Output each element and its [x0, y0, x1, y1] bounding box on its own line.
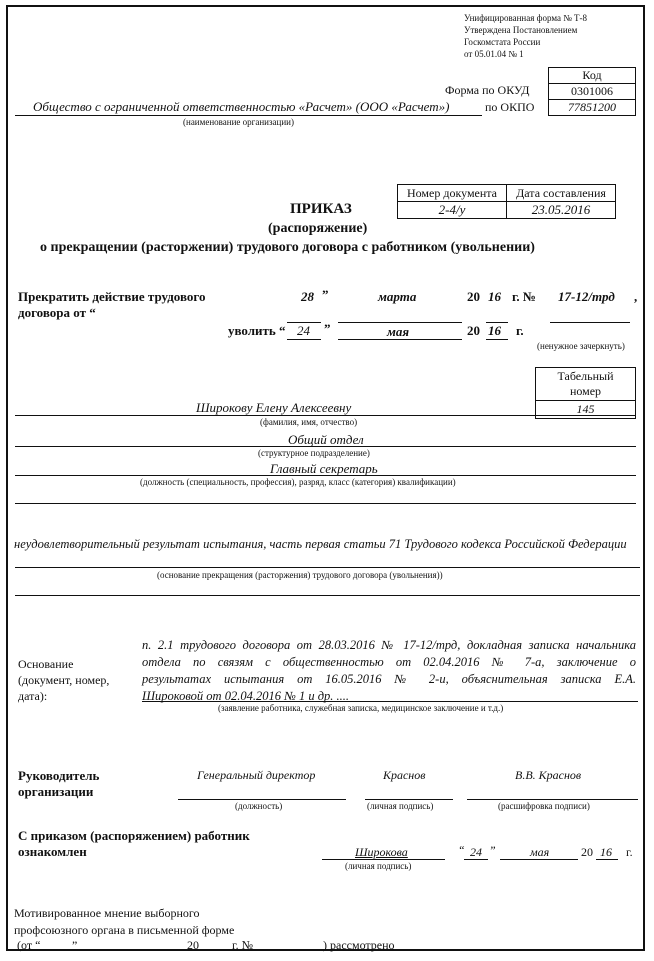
organization-line	[15, 115, 482, 116]
union-opinion: Мотивированное мнение выборного профсоюзного органа в письменной форме	[14, 906, 235, 937]
head-position-caption: (должность)	[235, 801, 283, 811]
head-position: Генеральный директор	[197, 768, 316, 782]
contract-month: марта	[378, 289, 417, 304]
okud-value: 0301006	[549, 84, 636, 100]
dismiss-year-line	[486, 339, 508, 340]
acknowledge-open-quote: “	[458, 843, 465, 857]
head-signature: Краснов	[383, 768, 426, 782]
ground-caption: (основание прекращения (расторжения) трудового договора (увольнения))	[157, 570, 443, 580]
head-position-line	[178, 799, 346, 800]
strike-note: (ненужное зачеркнуть)	[537, 341, 625, 351]
dismiss-year: 16	[488, 323, 501, 338]
contract-year: 16	[488, 289, 501, 304]
dismiss-label: уволить “	[228, 323, 286, 338]
acknowledge-year-prefix: 20	[581, 845, 593, 859]
dismiss-day: 24	[297, 323, 310, 338]
organization-name: Общество с ограниченной ответственностью «Расчет» (ООО «Расчет»)	[33, 99, 450, 114]
acknowledge-signature-line	[322, 859, 445, 860]
acknowledge-month-line	[500, 859, 578, 860]
acknowledge-label: С приказом (распоряжением) работник ознакомлен	[18, 828, 250, 859]
number-strike-line	[550, 322, 630, 323]
dismiss-month-top-line	[338, 322, 462, 323]
order-heading: о прекращении (расторжении) трудового договора с работником (увольнении)	[40, 240, 535, 255]
acknowledge-close-quote: ”	[489, 843, 496, 857]
head-label: Руководитель организации	[18, 768, 100, 799]
acknowledge-signature-caption: (личная подпись)	[345, 861, 412, 871]
contract-number: 17-12/трд	[558, 289, 615, 304]
order-title: ПРИКАЗ	[290, 201, 352, 217]
dismiss-year-suffix: г.	[516, 323, 524, 338]
union-open: (от “	[17, 938, 41, 952]
head-signature-caption: (личная подпись)	[367, 801, 434, 811]
union-end: ) рассмотрено	[323, 938, 395, 952]
acknowledge-signature: Широкова	[355, 845, 408, 859]
employee-name-caption: (фамилия, имя, отчество)	[260, 417, 358, 427]
employee-name-line	[15, 415, 636, 416]
acknowledge-day-line	[464, 859, 488, 860]
department: Общий отдел	[288, 432, 364, 447]
okpo-value: 77851200	[549, 100, 636, 116]
basis-label: Основание (документ, номер, дата):	[18, 657, 110, 703]
form-header-line4: от 05.01.04 № 1	[464, 49, 524, 59]
position: Главный секретарь	[270, 461, 378, 476]
doc-number-header: Номер документа	[398, 185, 507, 202]
dismiss-close-quote: ”	[324, 321, 331, 336]
acknowledge-year-line	[596, 859, 618, 860]
form-header-line2: Утверждена Постановлением	[464, 25, 578, 35]
form-header-line3: Госкомстата России	[464, 37, 541, 47]
dismiss-month-line	[338, 339, 462, 340]
contract-year-prefix: 20	[467, 289, 480, 304]
head-decoded: В.В. Краснов	[515, 768, 582, 782]
contract-close-quote: ”	[322, 287, 329, 302]
basis-text: п. 2.1 трудового договора от 28.03.2016 № 17-12/трд, докладная записка начальника отдела по связям с общественностью от 02.04.2016 № 7-а, заключение о результатах испытания от 16.05.2016 № 2-и, объяснительная записка Е.А. Широковой от 02.04.2016 № 1 и др. ....	[142, 638, 636, 703]
union-number-label: г. №	[232, 938, 254, 952]
department-caption: (структурное подразделение)	[258, 448, 370, 458]
position-caption: (должность (специальность, профессия), разряд, класс (категория) квалификации)	[140, 477, 456, 487]
tab-number-value: 145	[536, 401, 636, 419]
form-header-line1: Унифицированная форма № Т-8	[464, 13, 588, 23]
employee-name: Широкову Елену Алексеевну	[196, 400, 352, 415]
acknowledge-month: мая	[530, 845, 550, 859]
codes-table	[548, 67, 636, 116]
okpo-label: по ОКПО	[485, 100, 535, 114]
doc-number-table	[397, 184, 616, 219]
doc-date-header: Дата составления	[507, 185, 616, 202]
union-year: 20	[187, 938, 199, 952]
acknowledge-day: 24	[470, 845, 482, 859]
termination-label: Прекратить действие трудового договора от “	[18, 289, 206, 320]
tab-number-table	[535, 367, 636, 419]
head-signature-line	[365, 799, 453, 800]
contract-day: 28	[301, 289, 314, 304]
doc-number-value: 2-4/у	[398, 202, 507, 219]
doc-date-value: 23.05.2016	[507, 202, 616, 219]
organization-caption: (наименование организации)	[183, 117, 294, 127]
contract-comma: ,	[634, 289, 638, 304]
ground-extra-line	[15, 595, 640, 596]
union-close-quote: ”	[72, 938, 78, 952]
acknowledge-year-suffix: г.	[626, 845, 633, 859]
position-extra-line	[15, 503, 636, 504]
contract-number-label: г. №	[512, 289, 537, 304]
position-line	[15, 475, 636, 476]
tab-number-header: Табельный номер	[536, 368, 636, 401]
basis-caption: (заявление работника, служебная записка, медицинское заключение и т.д.)	[218, 703, 504, 713]
dismiss-day-line	[287, 339, 321, 340]
dismiss-month: мая	[387, 324, 410, 339]
dismiss-year-prefix: 20	[467, 323, 480, 338]
okud-label: Форма по ОКУД	[445, 83, 530, 97]
department-line	[15, 446, 636, 447]
ground-text: неудовлетворительный результат испытания, часть первая статьи 71 Трудового кодекса Российской Федерации	[14, 537, 627, 551]
head-decoded-caption: (расшифровка подписи)	[498, 801, 590, 811]
order-subtitle: (распоряжение)	[268, 221, 368, 236]
ground-line	[15, 567, 640, 568]
codes-header: Код	[549, 68, 636, 84]
acknowledge-year: 16	[600, 845, 612, 859]
head-decoded-line	[467, 799, 638, 800]
form-header	[464, 12, 587, 60]
basis-line	[142, 701, 638, 702]
